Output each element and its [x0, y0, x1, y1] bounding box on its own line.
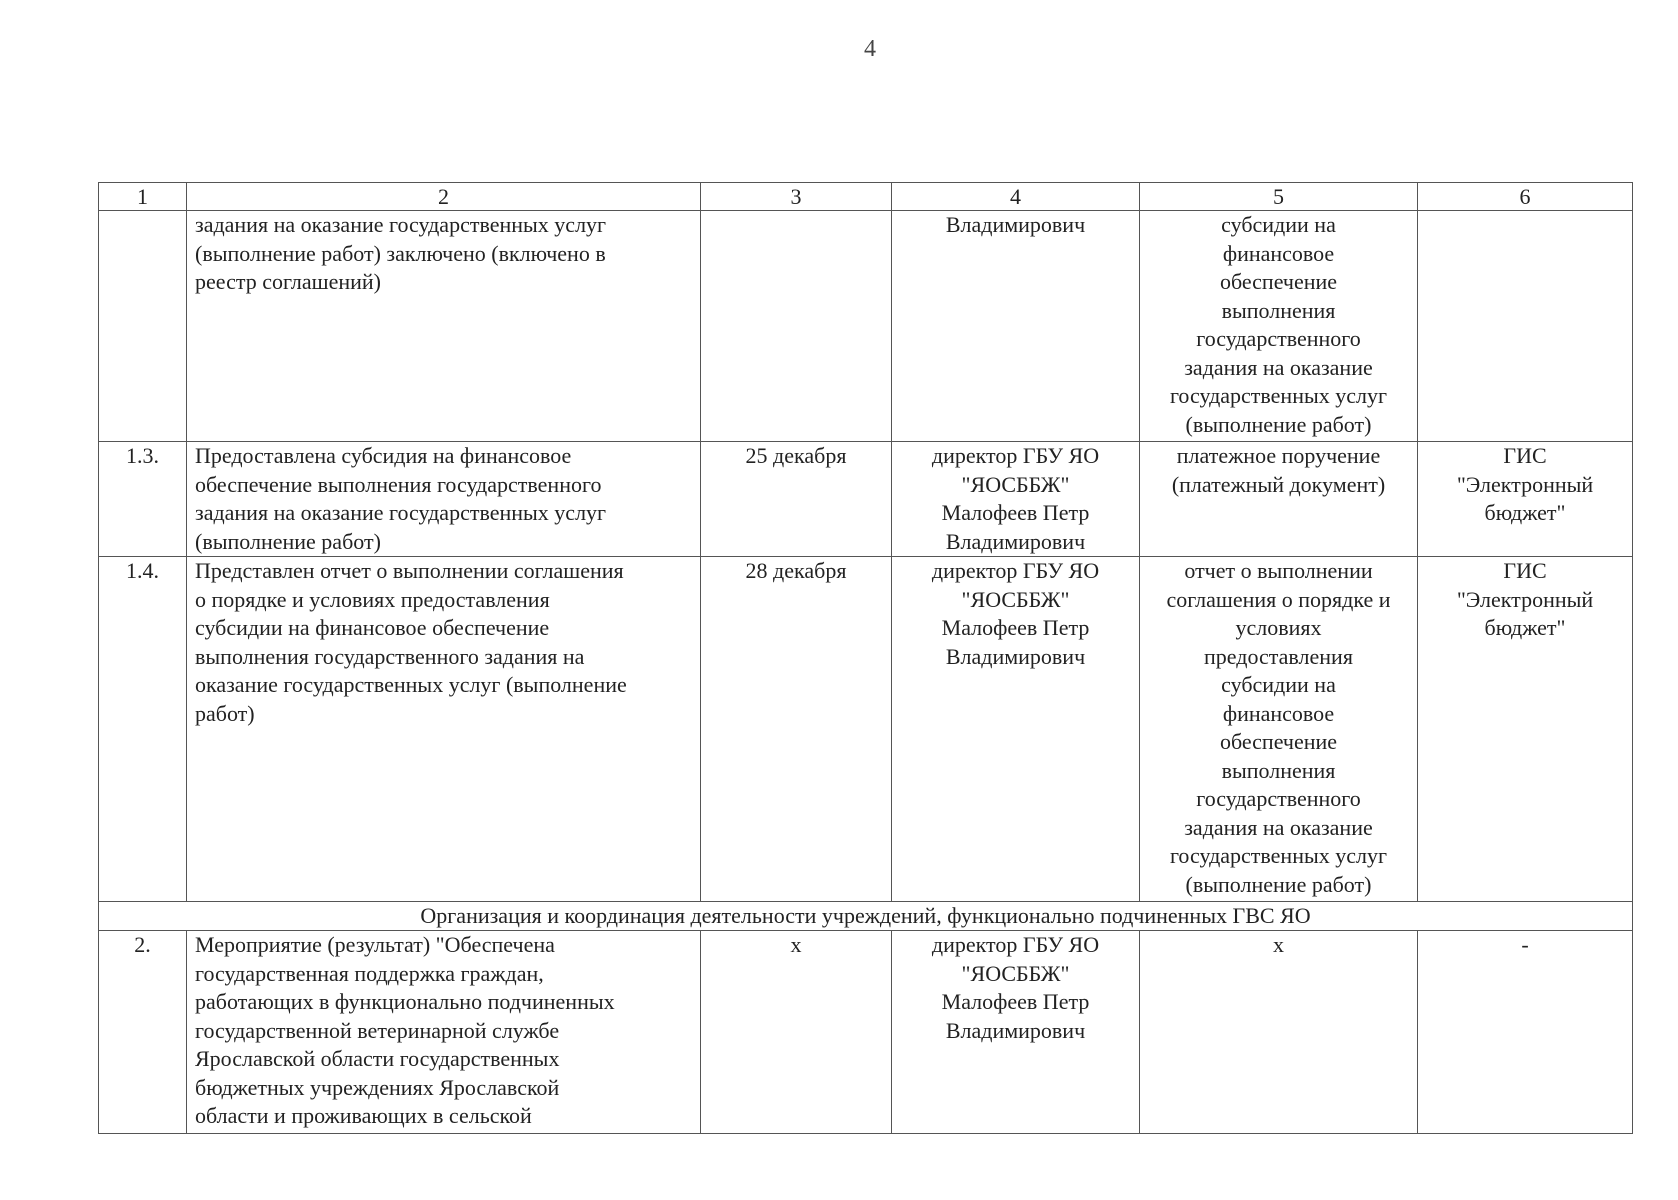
- row-number: 1.4.: [99, 557, 187, 902]
- row-description: Мероприятие (результат) "Обеспечена государственная поддержка граждан, работающих в функционально подчиненных государственной ветеринарной службе Ярославской области государственных бюджетных учреждениях Ярославской области и проживающих в сельской: [187, 931, 701, 1134]
- row-number: 1.3.: [99, 442, 187, 557]
- row-date: [701, 211, 892, 442]
- row-responsible: директор ГБУ ЯО "ЯОСББЖ" Малофеев Петр Владимирович: [892, 557, 1140, 902]
- column-number-5: 5: [1140, 183, 1418, 211]
- row-number: [99, 211, 187, 442]
- section-title: Организация и координация деятельности учреждений, функционально подчиненных ГВС ЯО: [99, 902, 1633, 931]
- row-system: ГИС "Электронный бюджет": [1418, 557, 1633, 902]
- column-number-4: 4: [892, 183, 1140, 211]
- row-document: х: [1140, 931, 1418, 1134]
- row-description: Представлен отчет о выполнении соглашения о порядке и условиях предоставления субсидии на финансовое обеспечение выполнения государственного задания на оказание государственных услуг (выполнение работ): [187, 557, 701, 902]
- row-system: -: [1418, 931, 1633, 1134]
- table-row-2: [99, 931, 1633, 1134]
- column-number-3: 3: [701, 183, 892, 211]
- column-number-2: 2: [187, 183, 701, 211]
- page-number: 4: [864, 36, 876, 62]
- table-row-1-4: [99, 557, 1633, 902]
- table-row-continued: [99, 211, 1633, 442]
- row-number: 2.: [99, 931, 187, 1134]
- row-responsible: директор ГБУ ЯО "ЯОСББЖ" Малофеев Петр Владимирович: [892, 442, 1140, 557]
- row-description: задания на оказание государственных услуг (выполнение работ) заключено (включено в реестр соглашений): [187, 211, 701, 442]
- section-row: [99, 902, 1633, 931]
- row-system: [1418, 211, 1633, 442]
- plan-table: [98, 182, 1633, 1134]
- column-number-1: 1: [99, 183, 187, 211]
- row-date: 25 декабря: [701, 442, 892, 557]
- row-system: ГИС "Электронный бюджет": [1418, 442, 1633, 557]
- table-row-1-3: [99, 442, 1633, 557]
- row-description: Предоставлена субсидия на финансовое обеспечение выполнения государственного задания на оказание государственных услуг (выполнение работ): [187, 442, 701, 557]
- row-date: х: [701, 931, 892, 1134]
- row-document: субсидии на финансовое обеспечение выполнения государственного задания на оказание государственных услуг (выполнение работ): [1140, 211, 1418, 442]
- row-date: 28 декабря: [701, 557, 892, 902]
- row-responsible: Владимирович: [892, 211, 1140, 442]
- row-document: отчет о выполнении соглашения о порядке и условиях предоставления субсидии на финансовое обеспечение выполнения государственного задания на оказание государственных услуг (выполнение работ): [1140, 557, 1418, 902]
- column-number-6: 6: [1418, 183, 1633, 211]
- row-responsible: директор ГБУ ЯО "ЯОСББЖ" Малофеев Петр Владимирович: [892, 931, 1140, 1134]
- table-header-row: [99, 183, 1633, 211]
- row-document: платежное поручение (платежный документ): [1140, 442, 1418, 557]
